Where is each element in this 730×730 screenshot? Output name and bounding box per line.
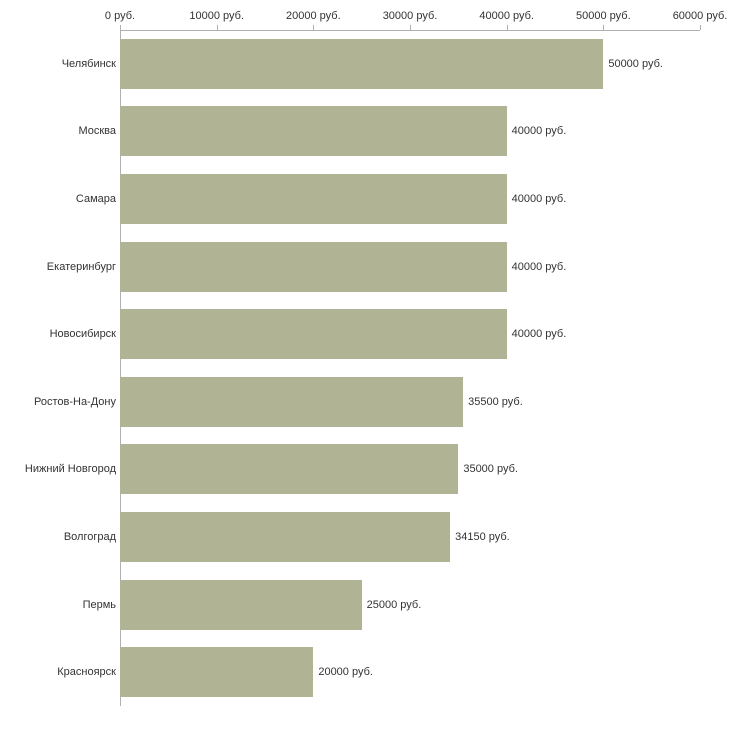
x-axis-tick-label: 40000 руб.	[479, 10, 534, 22]
x-axis-tick	[313, 25, 314, 30]
category-label: Самара	[75, 193, 116, 205]
x-axis-line	[120, 30, 700, 31]
category-label: Волгоград	[63, 531, 116, 543]
bar-value-label: 25000 руб.	[366, 598, 422, 611]
x-axis-tick	[700, 25, 701, 30]
bar-value-label: 20000 руб.	[318, 666, 373, 679]
bar[interactable]	[120, 242, 507, 292]
category-label: Пермь	[82, 598, 116, 611]
category-label: Нижний Новгород	[24, 463, 116, 476]
x-axis-tick	[410, 25, 411, 30]
category-label: Новосибирск	[49, 328, 116, 341]
bar[interactable]	[120, 106, 507, 156]
x-axis-tick-label: 30000 руб.	[382, 10, 438, 22]
bar[interactable]	[120, 39, 603, 89]
bar[interactable]	[120, 512, 450, 562]
category-label: Москва	[78, 125, 116, 138]
bar-value-label: 40000 руб.	[511, 328, 567, 341]
bar-value-label: 35000 руб.	[463, 463, 518, 476]
category-label: Челябинск	[61, 57, 116, 70]
category-label: Екатеринбург	[46, 260, 116, 273]
x-axis-tick	[217, 25, 218, 30]
bar[interactable]	[120, 377, 463, 427]
bar-value-label: 40000 руб.	[511, 193, 567, 205]
bar[interactable]	[120, 580, 362, 630]
category-label: Ростов-На-Дону	[33, 395, 116, 408]
bar[interactable]	[120, 174, 507, 224]
bar[interactable]	[120, 647, 313, 697]
bar-value-label: 40000 руб.	[511, 125, 567, 138]
bar-value-label: 40000 руб.	[511, 260, 567, 273]
x-axis-tick	[603, 25, 604, 30]
x-axis-tick	[120, 25, 121, 30]
x-axis-tick-label: 60000 руб.	[672, 10, 728, 22]
category-label: Красноярск	[57, 666, 116, 679]
x-axis-tick-label: 10000 руб.	[189, 10, 244, 22]
bar[interactable]	[120, 309, 507, 359]
bar[interactable]	[120, 444, 458, 494]
x-axis-tick-label: 20000 руб.	[286, 10, 341, 22]
bar-value-label: 34150 руб.	[455, 531, 510, 543]
x-axis-tick-label: 0 руб.	[104, 10, 136, 22]
x-axis-tick-label: 50000 руб.	[576, 10, 631, 22]
bar-value-label: 35500 руб.	[468, 395, 523, 408]
bar-value-label: 50000 руб.	[608, 57, 663, 70]
x-axis-tick	[507, 25, 508, 30]
